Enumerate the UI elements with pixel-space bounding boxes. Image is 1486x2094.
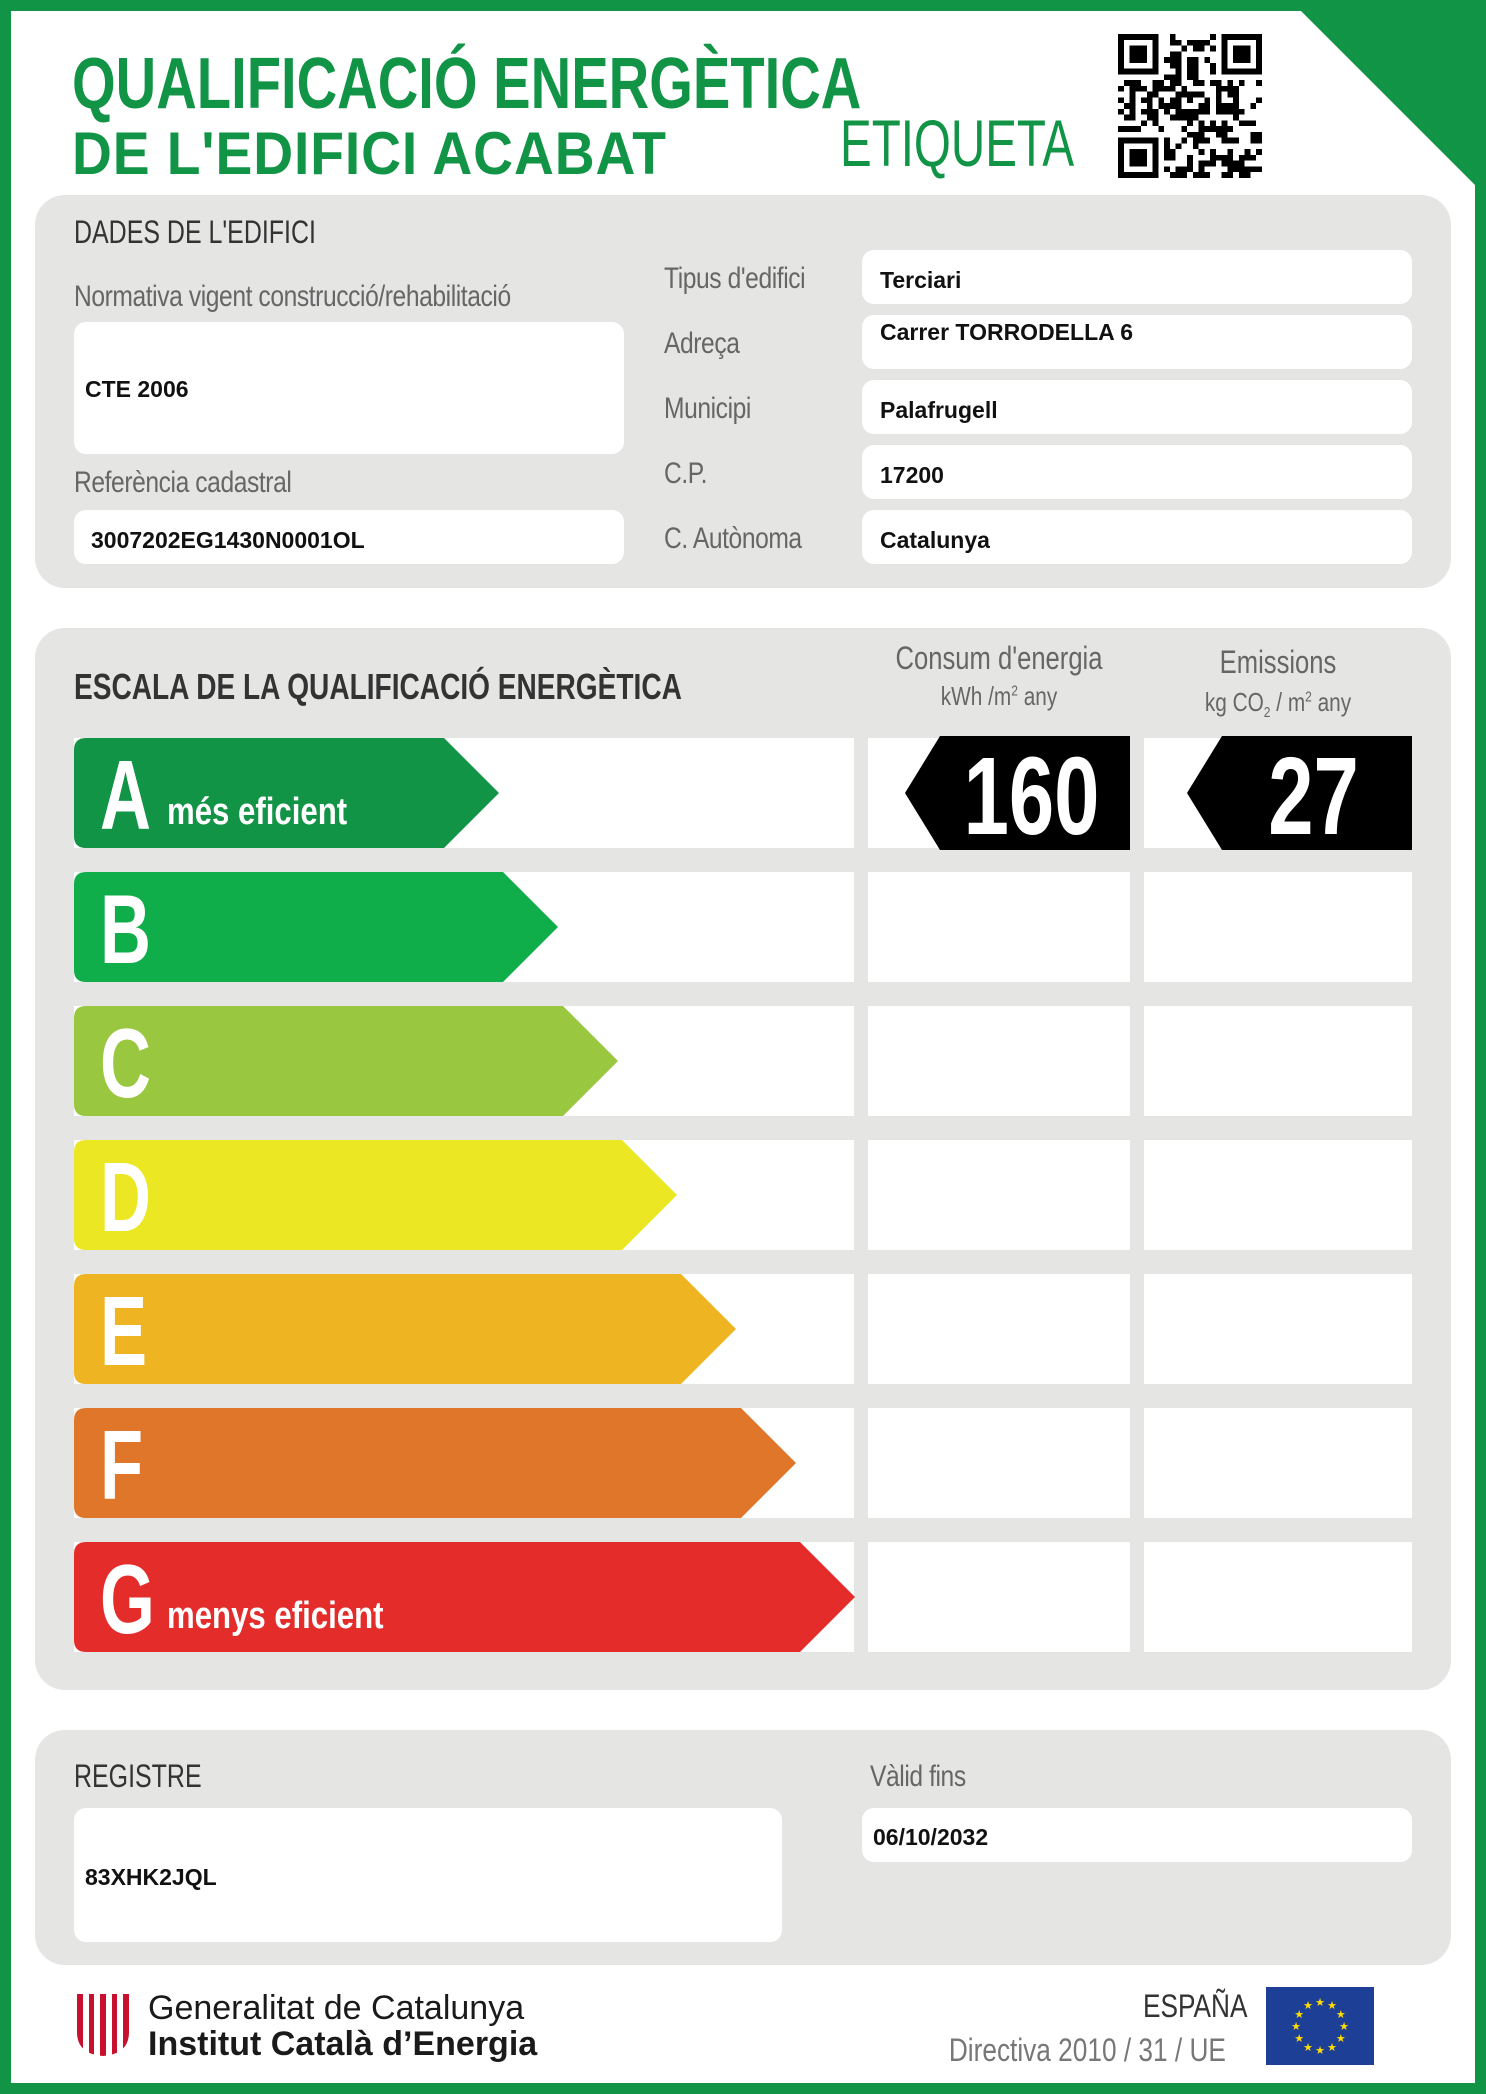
ca-label: C. Autònoma: [664, 522, 802, 555]
consum-cell: [868, 1006, 1130, 1116]
consum-label: Consum d'energia: [895, 640, 1103, 676]
emissions-unit-sup: 2: [1305, 688, 1312, 706]
class-letter: B: [100, 874, 151, 984]
consum-unit: [894, 681, 1104, 712]
emissions-unit: [1171, 687, 1385, 721]
consum-unit-b: any: [1023, 681, 1058, 711]
svg-text:★: ★: [1294, 2033, 1305, 2045]
generalitat-logo-icon: [75, 1992, 131, 2058]
class-sublabel: més eficient: [167, 791, 348, 833]
building-section-title: DADES DE L'EDIFICI: [74, 214, 316, 250]
title-line-2: DE L'EDIFICI ACABAT: [72, 120, 667, 187]
ref-label: Referència cadastral: [74, 466, 292, 499]
emissions-label: Emissions: [1219, 644, 1337, 680]
cp-value: 17200: [880, 462, 944, 488]
class-arrow-d: [74, 1140, 677, 1250]
class-letter: C: [100, 1008, 151, 1118]
emissions-cell: [1144, 1408, 1412, 1518]
consum-header: [868, 640, 1130, 712]
class-letter: G: [100, 1544, 155, 1654]
emissions-header: [1144, 644, 1412, 721]
svg-text:★: ★: [1303, 2000, 1313, 2013]
emissions-unit-sub: 2: [1263, 704, 1271, 722]
qr-code[interactable]: [1118, 34, 1262, 178]
svg-text:★: ★: [1291, 2021, 1301, 2033]
tipus-label: Tipus d'edifici: [664, 262, 806, 295]
svg-text:★: ★: [1327, 2041, 1337, 2054]
svg-text:★: ★: [1294, 2009, 1305, 2021]
class-arrow-e: [74, 1274, 736, 1384]
country-label: [1120, 1988, 1248, 2025]
title-line-1: QUALIFICACIÓ ENERGÈTICA: [72, 44, 862, 124]
emissions-unit-a: kg CO: [1204, 687, 1264, 717]
tipus-value: Terciari: [880, 267, 962, 293]
cp-field: [862, 445, 1412, 499]
eu-flag-icon: [1266, 1987, 1374, 2065]
directive-text: Directiva 2010 / 31 / UE: [948, 2032, 1226, 2068]
consum-value-badge: 160: [963, 735, 1100, 858]
svg-text:★: ★: [1303, 2041, 1313, 2054]
org-line-1: Generalitat de Catalunya: [148, 1989, 525, 2027]
svg-text:★: ★: [1335, 2033, 1346, 2045]
class-sublabel: menys eficient: [167, 1595, 384, 1637]
adreca-label: Adreça: [664, 327, 740, 360]
class-letter: D: [100, 1142, 151, 1252]
emissions-cell: [1144, 1006, 1412, 1116]
class-arrow-f: [74, 1408, 796, 1518]
svg-text:★: ★: [1315, 1997, 1325, 2009]
emissions-value-badge: 27: [1268, 735, 1359, 858]
class-letter: F: [100, 1410, 144, 1520]
ca-value: Catalunya: [880, 527, 990, 553]
valid-value: 06/10/2032: [873, 1824, 989, 1850]
org-line-2: Institut Català d’Energia: [148, 2025, 538, 2063]
consum-cell: [868, 1542, 1130, 1652]
adreca-value: Carrer TORRODELLA 6: [880, 319, 1134, 345]
class-arrow-c: [74, 1006, 618, 1116]
emissions-unit-b: / m: [1276, 687, 1306, 717]
emissions-cell: [1144, 1274, 1412, 1384]
normativa-label: Normativa vigent construcció/rehabilitació: [74, 280, 511, 313]
etiqueta-label: ETIQUETA: [840, 106, 1075, 180]
class-letter: A: [100, 740, 151, 850]
emissions-cell: [1144, 872, 1412, 982]
emissions-cell: [1144, 1542, 1412, 1652]
normativa-value: CTE 2006: [85, 376, 189, 402]
svg-text:★: ★: [1339, 2021, 1349, 2033]
directive-label: [880, 2032, 1226, 2069]
municipi-value: Palafrugell: [880, 397, 998, 423]
consum-cell: [868, 1140, 1130, 1250]
page-title: [72, 42, 872, 187]
valid-label: Vàlid fins: [870, 1760, 966, 1793]
consum-cell: [868, 1408, 1130, 1518]
ref-value: 3007202EG1430N0001OL: [91, 527, 365, 553]
svg-text:★: ★: [1327, 2000, 1337, 2013]
municipi-label: Municipi: [664, 392, 751, 425]
consum-cell: [868, 872, 1130, 982]
registre-value: 83XHK2JQL: [85, 1864, 217, 1890]
svg-text:★: ★: [1315, 2045, 1325, 2057]
class-letter: E: [100, 1276, 148, 1386]
country-text: ESPAÑA: [1142, 1988, 1248, 2024]
consum-unit-sup: 2: [1011, 682, 1018, 700]
emissions-unit-c: any: [1317, 687, 1352, 717]
emissions-cell: [1144, 1140, 1412, 1250]
scale-title: ESCALA DE LA QUALIFICACIÓ ENERGÈTICA: [74, 666, 682, 707]
consum-cell: [868, 1274, 1130, 1384]
svg-text:★: ★: [1335, 2009, 1346, 2021]
corner-decoration: [1290, 0, 1486, 196]
registre-label: REGISTRE: [74, 1758, 202, 1794]
cp-label: C.P.: [664, 457, 708, 490]
consum-unit-a: kWh /m: [940, 681, 1012, 711]
